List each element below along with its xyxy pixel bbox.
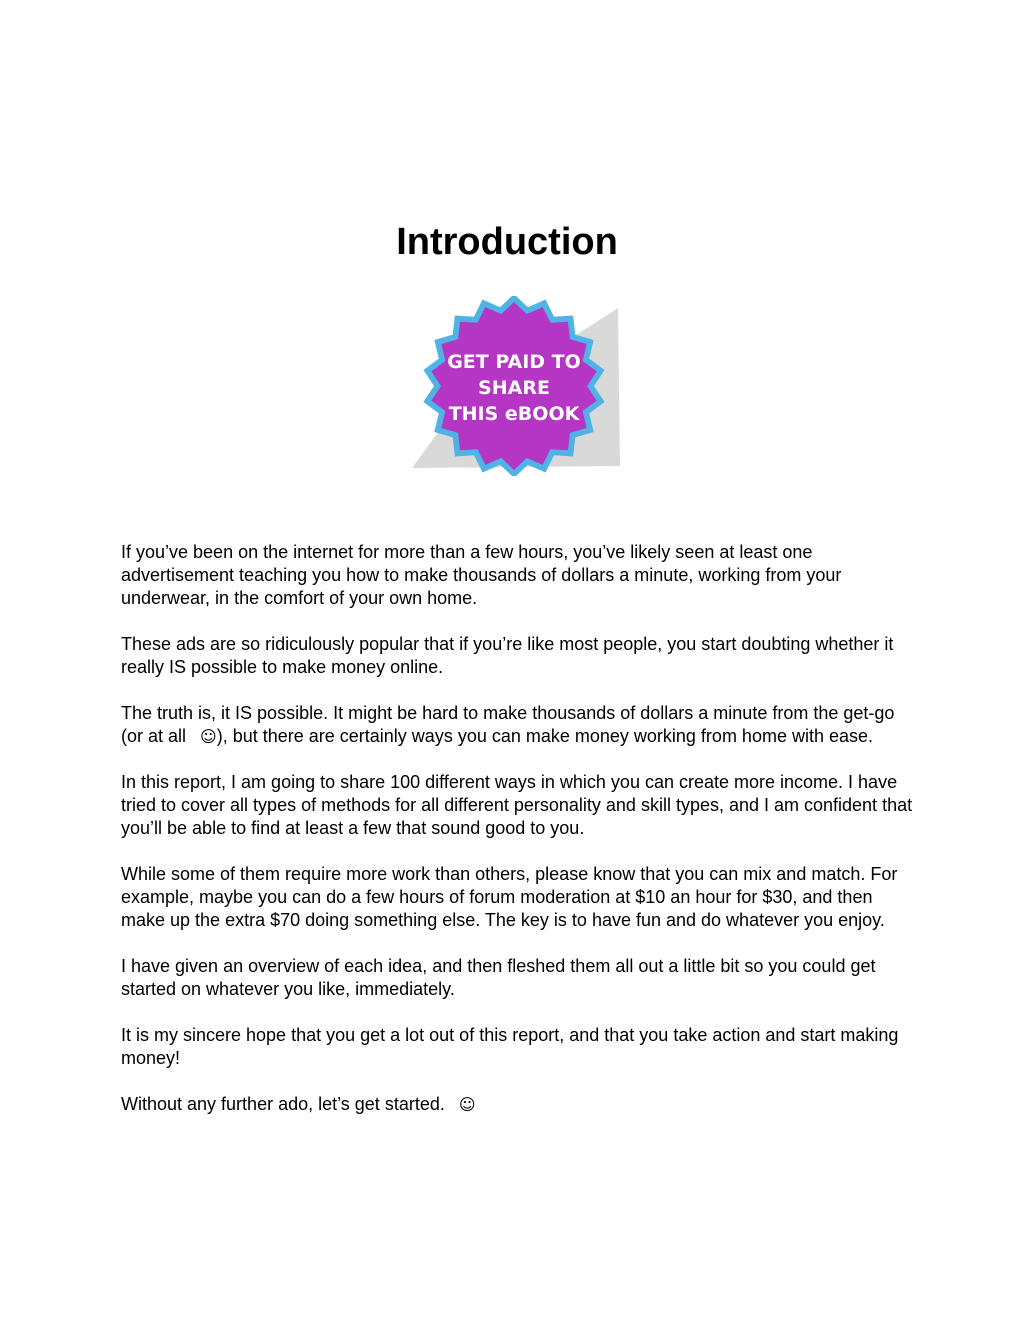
badge-line-3: THIS eBOOK bbox=[448, 403, 580, 425]
closing-smiley-icon: ☺ bbox=[458, 1095, 476, 1114]
paragraph-6: I have given an overview of each idea, and then fleshed them all out a little bit so you could get started on whatever you like, immediately. bbox=[121, 956, 876, 999]
smiley-icon: ☺ bbox=[200, 727, 217, 746]
paragraph-3-text-after: ), but there are certainly ways you can make money working from home with ease. bbox=[216, 726, 874, 746]
badge-line-1: GET PAID TO bbox=[447, 351, 581, 373]
paragraph-4: In this report, I am going to share 100 different ways in which you can create more income. I have tried to cover all types of methods for all different personality and skill types, and I am confident that you’ll be able to find at least a few that sound good to you. bbox=[121, 772, 913, 838]
closing-paragraph bbox=[121, 1093, 921, 1116]
page-title: Introduction bbox=[396, 221, 618, 263]
paragraph-2: These ads are so ridiculously popular that if you’re like most people, you start doubting whether it really IS possible to make money online. bbox=[121, 634, 894, 677]
share-badge bbox=[410, 296, 622, 476]
badge-seal-icon bbox=[410, 296, 622, 476]
closing-text: Without any further ado, let’s get started. bbox=[121, 1094, 445, 1114]
badge-line-2: SHARE bbox=[478, 377, 550, 399]
body-text bbox=[121, 541, 921, 1139]
paragraph-5: While some of them require more work than others, please know that you can mix and match. For example, maybe you can do a few hours of forum moderation at $10 an hour for $30, and then make up the extra $70 doing something else. The key is to have fun and do whatever you enjoy. bbox=[121, 864, 898, 930]
paragraph-7: It is my sincere hope that you get a lot out of this report, and that you take action and start making money! bbox=[121, 1025, 899, 1068]
paragraph-1: If you’ve been on the internet for more than a few hours, you’ve likely seen at least one advertisement teaching you how to make thousands of dollars a minute, working from your underwear, in the comfort of your own home. bbox=[121, 542, 842, 608]
paragraph-3-text-before: The truth is, it IS possible. It might be hard to make thousands of dollars a minute from the get-go (or at all bbox=[121, 703, 895, 746]
paragraph-3 bbox=[121, 702, 921, 748]
